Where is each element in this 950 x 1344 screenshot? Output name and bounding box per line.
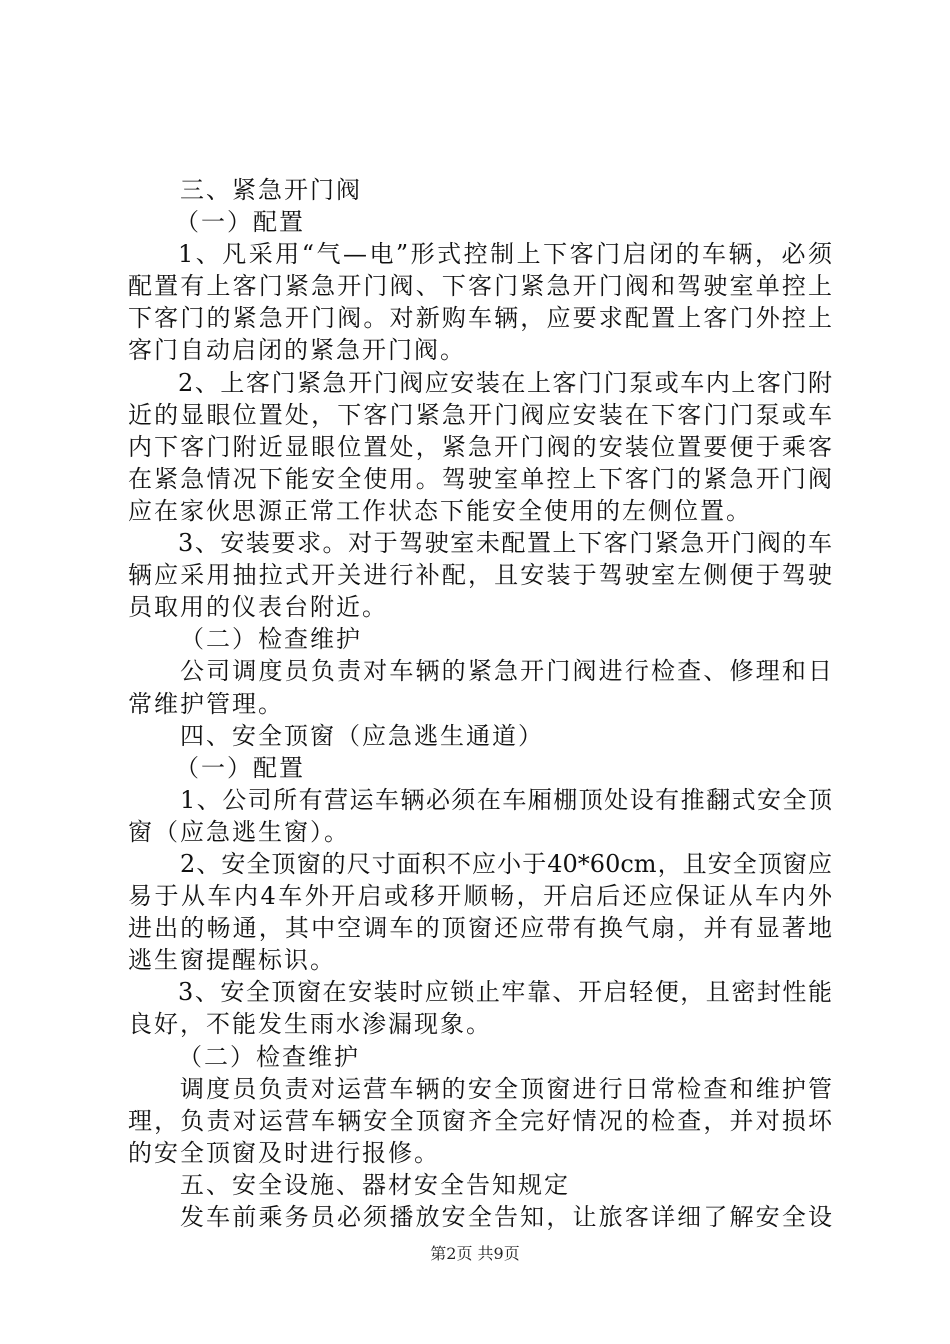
paragraph-line: 窗（应急逃生窗）。 [128,818,350,846]
subsection-heading: （一）配置 [175,208,305,236]
paragraph-line: 客门自动启闭的紧急开门阀。 [128,336,466,364]
paragraph-line: 2、上客门紧急开门阀应安装在上客门门泵或车内上客门附 [178,369,832,397]
paragraph-line: 1、公司所有营运车辆必须在车厢棚顶处设有推翻式安全顶 [180,786,832,814]
section-heading: 五、安全设施、器材安全告知规定 [180,1171,570,1199]
paragraph-line: 近的显眼位置处，下客门紧急开门阀应安装在下客门门泵或车 [128,401,832,429]
paragraph-line: 逃生窗提醒标识。 [128,946,336,974]
paragraph-line: 下客门的紧急开门阀。对新购车辆，应要求配置上客门外控上 [128,304,832,332]
paragraph-line: 应在家伙思源正常工作状态下能安全使用的左侧位置。 [128,497,752,525]
paragraph-line: 易于从车内4车外开启或移开顺畅，开启后还应保证从车内外 [128,882,832,910]
paragraph-line: 在紧急情况下能安全使用。驾驶室单控上下客门的紧急开门阀 [128,465,832,493]
paragraph-line: 辆应采用抽拉式开关进行补配，且安装于驾驶室左侧便于驾驶 [128,561,832,589]
paragraph-line: 1、凡采用“气—电”形式控制上下客门启闭的车辆，必须 [178,240,832,268]
paragraph-line: 进出的畅通，其中空调车的顶窗还应带有换气扇，并有显著地 [128,914,832,942]
paragraph-line: 配置有上客门紧急开门阀、下客门紧急开门阀和驾驶室单控上 [128,272,832,300]
paragraph-line: 员取用的仪表台附近。 [128,593,388,621]
paragraph-line: 的安全顶窗及时进行报修。 [128,1139,440,1167]
paragraph-line: 3、安全顶窗在安装时应锁止牢靠、开启轻便，且密封性能 [178,978,832,1006]
paragraph-line: 公司调度员负责对车辆的紧急开门阀进行检查、修理和日 [180,657,832,685]
paragraph-line: 调度员负责对运营车辆的安全顶窗进行日常检查和维护管 [180,1075,832,1103]
paragraph-line: 发车前乘务员必须播放安全告知，让旅客详细了解安全设 [180,1203,832,1231]
subsection-heading: （一）配置 [175,754,305,782]
paragraph-line: 2、安全顶窗的尺寸面积不应小于40*60cm，且安全顶窗应 [180,850,832,878]
section-heading: 三、紧急开门阀 [180,176,362,204]
paragraph-line: 常维护管理。 [128,690,284,718]
page-footer: 第2页 共9页 [430,1244,520,1263]
paragraph-line: 内下客门附近显眼位置处，紧急开门阀的安装位置要便于乘客 [128,433,832,461]
subsection-heading: （二）检查维护 [180,625,362,653]
paragraph-line: 3、安装要求。对于驾驶室未配置上下客门紧急开门阀的车 [178,529,832,557]
paragraph-line: 良好，不能发生雨水渗漏现象。 [128,1010,492,1038]
section-heading: 四、安全顶窗（应急逃生通道） [180,722,544,750]
subsection-heading: （二）检查维护 [178,1043,360,1071]
paragraph-line: 理，负责对运营车辆安全顶窗齐全完好情况的检查，并对损坏 [128,1107,832,1135]
